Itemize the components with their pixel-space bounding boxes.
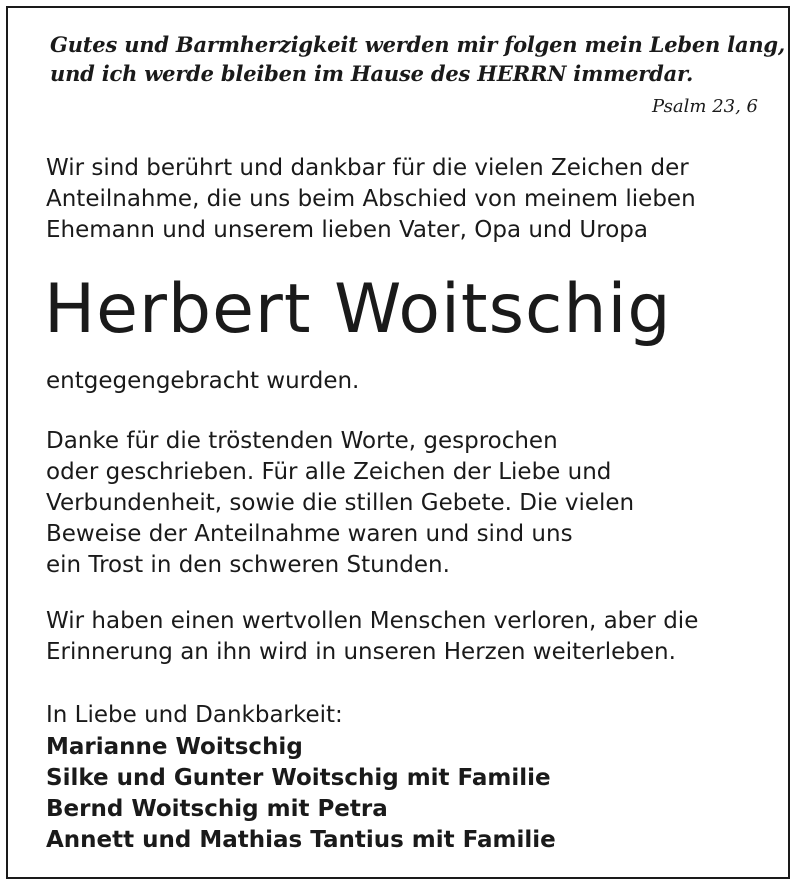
intro-paragraph [46, 153, 776, 246]
thanks-line: ein Trost in den schweren Stunden. [46, 552, 450, 578]
closing-text: In Liebe und Dankbarkeit: [46, 702, 343, 728]
bible-verse [50, 30, 786, 88]
thanks-paragraph [46, 426, 776, 581]
signers-list [46, 732, 776, 856]
after-name-text: entgegengebracht wurden. [46, 368, 360, 394]
intro-line: Anteilnahme, die uns beim Abschied von meinem lieben [46, 186, 696, 212]
thanks-line: oder geschrieben. Für alle Zeichen der Liebe und [46, 459, 612, 485]
memory-line: Erinnerung an ihn wird in unseren Herzen weiterleben. [46, 639, 676, 665]
verse-line-2: und ich werde bleiben im Hause des HERRN immerdar. [50, 61, 694, 86]
memory-line: Wir haben einen wertvollen Menschen verloren, aber die [46, 608, 699, 634]
intro-line: Wir sind berührt und dankbar für die vielen Zeichen der [46, 155, 689, 181]
thanks-line: Danke für die tröstenden Worte, gesprochen [46, 428, 558, 454]
obituary-frame [6, 6, 790, 879]
verse-source: Psalm 23, 6 [652, 96, 758, 117]
memory-paragraph [46, 606, 776, 668]
signer-name: Marianne Woitschig [46, 734, 303, 760]
thanks-line: Verbundenheit, sowie die stillen Gebete. Die vielen [46, 490, 635, 516]
thanks-line: Beweise der Anteilnahme waren und sind uns [46, 521, 573, 547]
signer-name: Bernd Woitschig mit Petra [46, 796, 388, 822]
intro-line: Ehemann und unserem lieben Vater, Opa und Uropa [46, 217, 648, 243]
deceased-name: Herbert Woitschig [44, 270, 672, 349]
verse-line-1: Gutes und Barmherzigkeit werden mir folgen mein Leben lang, [50, 32, 786, 57]
signer-name: Annett und Mathias Tantius mit Familie [46, 827, 556, 853]
signer-name: Silke und Gunter Woitschig mit Familie [46, 765, 551, 791]
